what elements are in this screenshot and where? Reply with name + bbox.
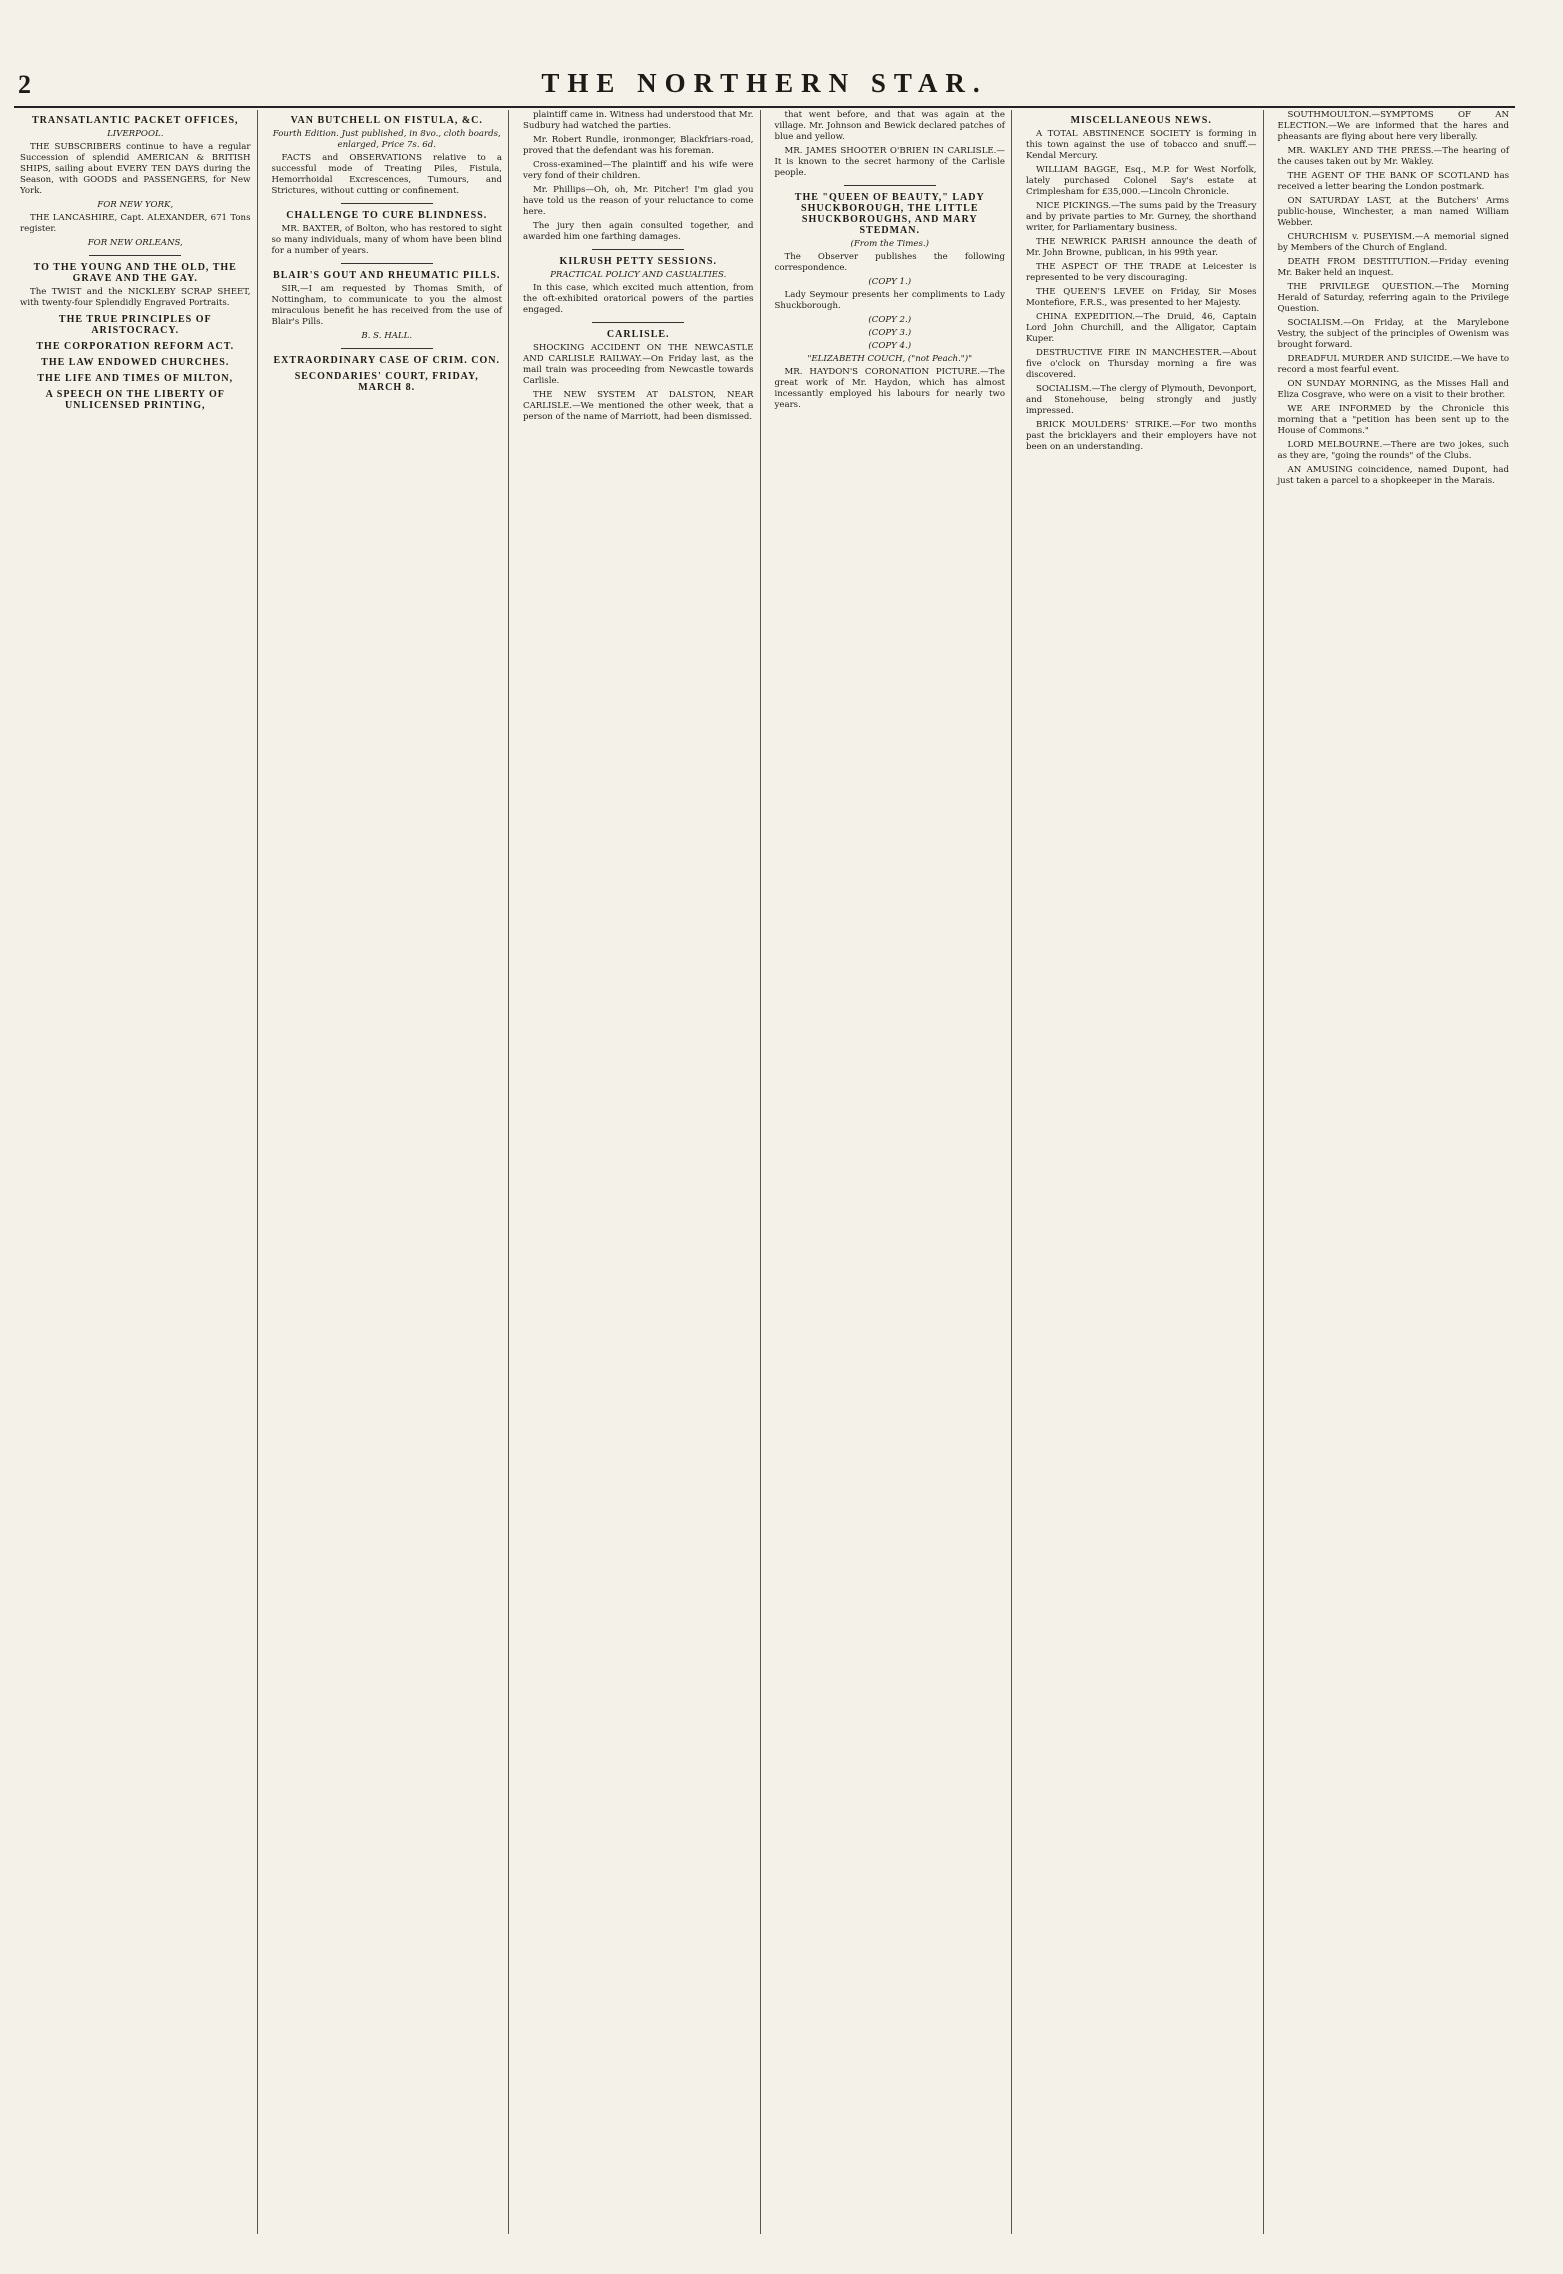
article-paragraph: MR. WAKLEY AND THE PRESS.—The hearing of the causes taken out by Mr. Wakley.: [1277, 146, 1509, 167]
article-paragraph: FACTS and OBSERVATIONS relative to a successful mode of Treating Piles, Fistula, Hemorrhoidal Excrescences, Tumours, and Strictures, without cutting or confinement.: [271, 153, 502, 196]
article-paragraph: ON SUNDAY MORNING, as the Misses Hall and Eliza Cosgrave, who were on a visit to their brother.: [1277, 379, 1509, 400]
newspaper-title: THE NORTHERN STAR.: [541, 68, 988, 98]
article-paragraph: CHINA EXPEDITION.—The Druid, 46, Captain Lord John Churchill, and the Alligator, Captain Kuper.: [1026, 312, 1257, 344]
divider: [592, 249, 684, 250]
article-paragraph: THE NEW SYSTEM AT DALSTON, NEAR CARLISLE.—We mentioned the other week, that a person of the name of Marriott, had been dismissed.: [523, 390, 754, 422]
article-subheading: (COPY 3.): [868, 328, 912, 338]
column-5: [1020, 110, 1264, 2234]
article-subheading: "ELIZABETH COUCH, ("not Peach.")": [807, 354, 973, 364]
article-paragraph: MR. HAYDON'S CORONATION PICTURE.—The great work of Mr. Haydon, which has almost incessantly employed his labours for nearly two years.: [774, 367, 1005, 410]
divider: [341, 348, 433, 349]
article-heading: BLAIR'S GOUT AND RHEUMATIC PILLS.: [273, 270, 501, 281]
article-heading: THE LIFE AND TIMES OF MILTON,: [37, 373, 234, 384]
article-paragraph: SOCIALISM.—The clergy of Plymouth, Devonport, and Stonehouse, being strongly and justly impressed.: [1026, 384, 1257, 416]
article-paragraph: THE PRIVILEGE QUESTION.—The Morning Herald of Saturday, referring again to the Privilege Question.: [1277, 282, 1509, 314]
page-number: 2: [18, 70, 31, 99]
article-subheading: (From the Times.): [850, 239, 929, 249]
article-heading: SECONDARIES' COURT, FRIDAY, MARCH 8.: [294, 371, 479, 393]
article-paragraph: ON SATURDAY LAST, at the Butchers' Arms public-house, Winchester, a man named William Webber.: [1277, 196, 1509, 228]
article-paragraph: THE ASPECT OF THE TRADE at Leicester is represented to be very discouraging.: [1026, 262, 1257, 283]
article-paragraph: SOUTHMOULTON.—SYMPTOMS OF AN ELECTION.—We are informed that the hares and pheasants are flying about here very liberally.: [1277, 110, 1509, 142]
article-heading: VAN BUTCHELL ON FISTULA, &C.: [290, 115, 483, 126]
article-paragraph: LORD MELBOURNE.—There are two jokes, such as they are, "going the rounds" of the Clubs.: [1277, 440, 1509, 461]
article-paragraph: The jury then again consulted together, and awarded him one farthing damages.: [523, 221, 754, 242]
article-heading: TRANSATLANTIC PACKET OFFICES,: [31, 115, 239, 126]
article-paragraph: Mr. Robert Rundle, ironmonger, Blackfriars-road, proved that the defendant was his foreman.: [523, 135, 754, 156]
column-1: [14, 110, 258, 2234]
article-paragraph: SHOCKING ACCIDENT ON THE NEWCASTLE AND CARLISLE RAILWAY.—On Friday last, as the mail train was proceeding from Newcastle towards Carlisle.: [523, 343, 754, 386]
article-subheading: Fourth Edition. Just published, in 8vo., cloth boards, enlarged, Price 7s. 6d.: [272, 129, 501, 150]
article-subheading: (COPY 2.): [868, 315, 912, 325]
article-paragraph: THE AGENT OF THE BANK OF SCOTLAND has received a letter bearing the London postmark.: [1277, 171, 1509, 192]
article-subheading: B. S. HALL.: [361, 331, 413, 341]
article-paragraph: Mr. Phillips—Oh, oh, Mr. Pitcher! I'm glad you have told us the reason of your reluctance to come here.: [523, 185, 754, 217]
article-paragraph: Lady Seymour presents her compliments to Lady Shuckborough.: [774, 290, 1005, 311]
article-heading: THE TRUE PRINCIPLES OF ARISTOCRACY.: [58, 314, 212, 336]
divider: [89, 255, 181, 256]
article-heading: KILRUSH PETTY SESSIONS.: [559, 256, 717, 267]
article-subheading: FOR NEW ORLEANS,: [87, 238, 183, 248]
article-paragraph: that went before, and that was again at the village. Mr. Johnson and Bewick declared patches of blue and yellow.: [774, 110, 1005, 142]
article-paragraph: DESTRUCTIVE FIRE IN MANCHESTER.—About five o'clock on Thursday morning a fire was discovered.: [1026, 348, 1257, 380]
column-3: [517, 110, 761, 2234]
article-subheading: FOR NEW YORK,: [97, 200, 174, 210]
article-paragraph: NICE PICKINGS.—The sums paid by the Treasury and by private parties to Mr. Gurney, the shorthand writer, for Parliamentary business.: [1026, 201, 1257, 233]
article-paragraph: WILLIAM BAGGE, Esq., M.P. for West Norfolk, lately purchased Colonel Say's estate at Crimplesham for £35,000.—Lincoln Chronicle.: [1026, 165, 1257, 197]
article-paragraph: THE QUEEN'S LEVEE on Friday, Sir Moses Montefiore, F.R.S., was presented to her Majesty.: [1026, 287, 1257, 308]
column-6: [1272, 110, 1516, 2234]
article-paragraph: THE NEWRICK PARISH announce the death of Mr. John Browne, publican, in his 99th year.: [1026, 237, 1257, 258]
article-subheading: (COPY 4.): [868, 341, 912, 351]
article-paragraph: In this case, which excited much attention, from the oft-exhibited oratorical powers of the parties engaged.: [523, 283, 754, 315]
columns: [14, 110, 1515, 2234]
article-subheading: (COPY 1.): [868, 277, 912, 287]
article-paragraph: SOCIALISM.—On Friday, at the Marylebone Vestry, the subject of the principles of Owenism was brought forward.: [1277, 318, 1509, 350]
article-paragraph: BRICK MOULDERS' STRIKE.—For two months past the bricklayers and their employers have not been on an understanding.: [1026, 420, 1257, 452]
article-heading: CARLISLE.: [606, 329, 670, 340]
article-subheading: LIVERPOOL.: [107, 129, 164, 139]
article-heading: THE CORPORATION REFORM ACT.: [36, 341, 235, 352]
divider: [592, 322, 684, 323]
article-heading: TO THE YOUNG AND THE OLD, THE GRAVE AND THE GAY.: [33, 262, 237, 284]
article-paragraph: THE SUBSCRIBERS continue to have a regular Succession of splendid AMERICAN & BRITISH SHIPS, sailing about EVERY TEN DAYS during the Season, with GOODS and PASSENGERS, for New York.: [20, 142, 251, 196]
divider: [341, 263, 433, 264]
article-heading: THE "QUEEN OF BEAUTY," LADY SHUCKBOROUGH, THE LITTLE SHUCKBOROUGHS, AND MARY STEDMAN.: [794, 192, 985, 236]
column-4: [769, 110, 1013, 2234]
article-paragraph: DREADFUL MURDER AND SUICIDE.—We have to record a most fearful event.: [1277, 354, 1509, 375]
article-paragraph: The Observer publishes the following correspondence.: [774, 252, 1005, 273]
article-heading: THE LAW ENDOWED CHURCHES.: [41, 357, 230, 368]
article-paragraph: SIR,—I am requested by Thomas Smith, of Nottingham, to communicate to you the almost miraculous benefit he has received from the use of Blair's Pills.: [271, 284, 502, 327]
column-2: [266, 110, 510, 2234]
article-paragraph: A TOTAL ABSTINENCE SOCIETY is forming in this town against the use of tobacco and snuff.—Kendal Mercury.: [1026, 129, 1257, 161]
article-subheading: PRACTICAL POLICY AND CASUALTIES.: [550, 270, 727, 280]
article-paragraph: MR. JAMES SHOOTER O'BRIEN IN CARLISLE.—It is known to the secret harmony of the Carlisle people.: [774, 146, 1005, 178]
article-paragraph: Cross-examined—The plaintiff and his wife were very fond of their children.: [523, 160, 754, 181]
article-paragraph: MR. BAXTER, of Bolton, who has restored to sight so many individuals, many of whom have been blind for a number of years.: [271, 224, 502, 256]
article-paragraph: AN AMUSING coincidence, named Dupont, had just taken a parcel to a shopkeeper in the Marais.: [1277, 465, 1509, 486]
article-paragraph: plaintiff came in. Witness had understood that Mr. Sudbury had watched the parties.: [523, 110, 754, 131]
article-heading: A SPEECH ON THE LIBERTY OF UNLICENSED PRINTING,: [45, 389, 225, 411]
article-paragraph: The TWIST and the NICKLEBY SCRAP SHEET, with twenty-four Splendidly Engraved Portraits.: [20, 287, 251, 308]
divider: [844, 185, 936, 186]
article-heading: MISCELLANEOUS NEWS.: [1070, 115, 1212, 126]
masthead: [14, 60, 1515, 108]
divider: [341, 203, 433, 204]
article-paragraph: CHURCHISM v. PUSEYISM.—A memorial signed by Members of the Church of England.: [1277, 232, 1509, 253]
article-paragraph: WE ARE INFORMED by the Chronicle this morning that a "petition has been sent up to the House of Commons.": [1277, 404, 1509, 436]
article-heading: EXTRAORDINARY CASE OF CRIM. CON.: [273, 355, 500, 366]
article-paragraph: DEATH FROM DESTITUTION.—Friday evening Mr. Baker held an inquest.: [1277, 257, 1509, 278]
article-heading: CHALLENGE TO CURE BLINDNESS.: [286, 210, 488, 221]
article-paragraph: THE LANCASHIRE, Capt. ALEXANDER, 671 Tons register.: [20, 213, 251, 234]
